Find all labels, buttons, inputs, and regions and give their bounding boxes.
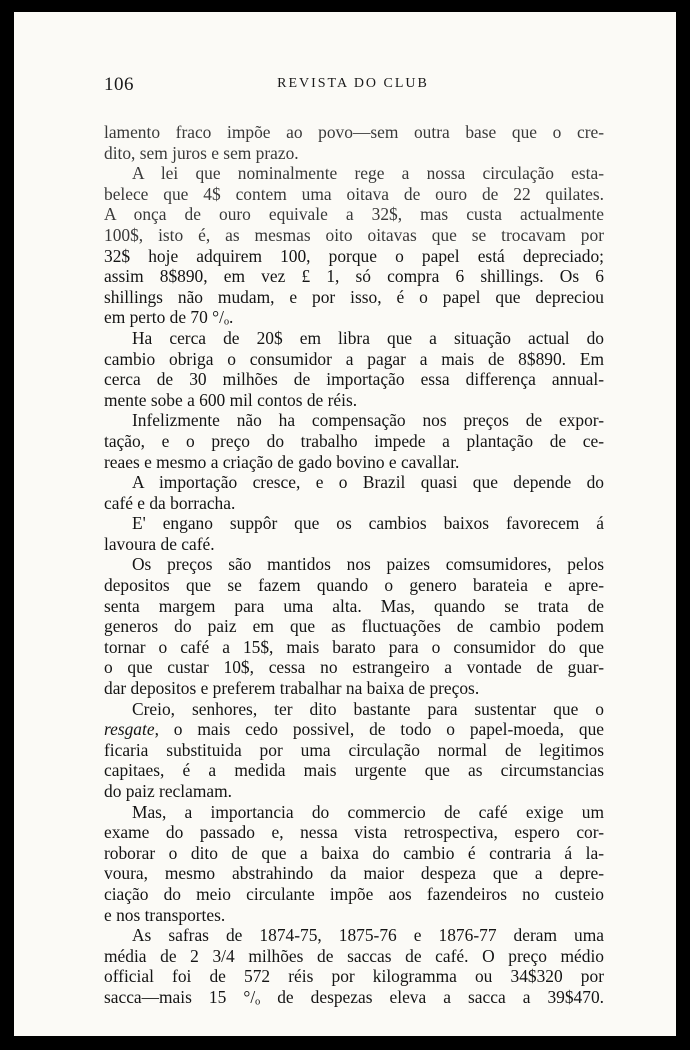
text-line: dito, sem juros e sem prazo.: [104, 142, 299, 163]
text-line: cambio obriga o consumidor a pagar a mais de 8$890. Em: [104, 348, 604, 369]
text-line: lavoura de café.: [104, 533, 215, 554]
text-line: em perto de 70 °/ₒ.: [104, 307, 234, 328]
text-line: exame do passado e, nessa vista retrospectiva, espero cor-: [104, 822, 604, 843]
text-line: E' engano suppôr que os cambios baixos favorecem á: [132, 513, 604, 534]
text-line: Infelizmente não ha compensação nos preços de expor-: [132, 410, 604, 431]
text-line: lamento fraco impõe ao povo—sem outra base que o cre-: [104, 122, 604, 142]
text-line: Ha cerca de 20$ em libra que a situação actual do: [132, 327, 604, 348]
text-line: dar depositos e preferem trabalhar na baixa de preços.: [104, 678, 480, 699]
text-fragment: , o mais cedo possivel, de todo o papel-moeda, que: [154, 719, 604, 740]
text-line: ciação do meio circulante impõe aos fazendeiros no custeio: [104, 883, 604, 904]
page-number: 106: [104, 74, 134, 95]
text-line: Creio, senhores, ter dito bastante para sustentar que o: [132, 698, 604, 719]
text-line: roborar o dito de que a baixa do cambio é contraria á la-: [104, 842, 604, 863]
text-line: sacca—mais 15 °/ₒ de despezas eleva a sacca a 39$470.: [104, 986, 604, 1007]
text-line: A importação cresce, e o Brazil quasi que depende do: [132, 472, 604, 493]
book-page: [14, 12, 676, 1036]
text-line: depositos que se fazem quando o genero barateia e apre-: [104, 575, 604, 596]
text-line: do paiz reclamam.: [104, 781, 232, 801]
text-line: média de 2 3/4 milhões de saccas de café. O preço médio: [104, 945, 604, 966]
running-head: [104, 74, 602, 98]
text-line: A onça de ouro equivale a 32$, mas custa actualmente: [104, 204, 604, 225]
text-line: cerca de 30 milhões de importação essa differença annual-: [104, 369, 604, 390]
text-line: assim 8$890, em vez £ 1, só compra 6 shillings. Os 6: [104, 266, 604, 287]
text-line: capitaes, é a medida mais urgente que as circumstancias: [104, 760, 604, 781]
text-line: shillings não mudam, e por isso, é o papel que depreciou: [104, 286, 604, 307]
journal-title: REVISTA DO CLUB: [277, 76, 429, 91]
text-line: As safras de 1874-75, 1875-76 e 1876-77 deram uma: [132, 925, 604, 946]
text-line: tornar o café a 15$, mais barato para o consumidor do que: [104, 636, 604, 657]
text-line: mente sobe a 600 mil contos de réis.: [104, 389, 358, 410]
text-line: A lei que nominalmente rege a nossa circulação esta-: [132, 163, 604, 184]
text-line: senta margem para uma alta. Mas, quando se trata de: [104, 595, 604, 616]
text-line: o que custar 10$, cessa no estrangeiro a vontade de guar-: [104, 657, 604, 678]
text-line: ficaria substituida por uma circulação normal de legitimos: [104, 739, 604, 760]
text-line: café e da borracha.: [104, 492, 236, 513]
text-line: voura, mesmo abstrahindo da maior despeza que a depre-: [104, 863, 604, 884]
body-text: [104, 122, 604, 1008]
text-line: Os preços são mantidos nos paizes comsumidores, pelos: [132, 554, 604, 575]
text-line: reaes e mesmo a criação de gado bovino e cavallar.: [104, 451, 460, 472]
text-line: e nos transportes.: [104, 904, 226, 925]
italic-word: resgate: [104, 719, 155, 740]
text-line: official foi de 572 réis por kilogramma ou 34$320 por: [104, 966, 604, 987]
text-line-mixed: [104, 719, 604, 740]
text-line: tação, e o preço do trabalho impede a plantação de ce-: [104, 430, 604, 451]
text-line: belece que 4$ contem uma oitava de ouro de 22 quilates.: [104, 183, 604, 204]
text-line: generos do paiz em que as fluctuações de cambio podem: [104, 616, 604, 637]
text-line: Mas, a importancia do commercio de café exige um: [132, 801, 604, 822]
text-line: 100$, isto é, as mesmas oito oitavas que se trocavam por: [104, 224, 604, 245]
text-line: 32$ hoje adquirem 100, porque o papel está depreciado;: [104, 245, 604, 266]
